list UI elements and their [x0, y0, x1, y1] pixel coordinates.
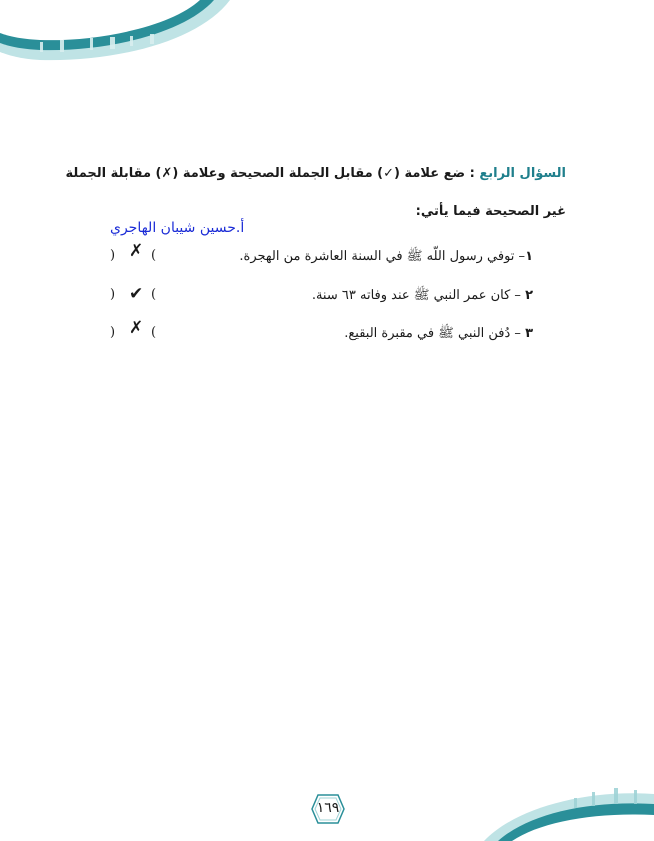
- cross-mark-icon: ✗: [129, 318, 144, 338]
- author-name: أ.حسين شيبان الهاجري: [110, 220, 245, 236]
- bottom-right-decoration: [484, 784, 654, 841]
- page-number-badge: [306, 792, 350, 826]
- paren-close: ): [110, 325, 116, 340]
- answer-box: [105, 318, 163, 347]
- list-item: [105, 284, 533, 309]
- page-number: ١٦٩: [316, 800, 340, 816]
- item-statement: [344, 325, 533, 344]
- item-number: ١: [525, 249, 533, 264]
- top-left-decoration: [0, 0, 230, 62]
- item-number: ٣: [525, 326, 533, 341]
- answer-box: [105, 241, 163, 270]
- question-separator: :: [465, 166, 480, 181]
- paren-open: (: [151, 325, 157, 340]
- cross-mark-icon: ✗: [129, 241, 144, 261]
- check-mark-icon: ✔: [129, 284, 144, 304]
- item-statement: [312, 287, 533, 306]
- answer-box: [105, 284, 163, 309]
- paren-open: (: [151, 287, 157, 302]
- question-instruction: ضع علامة (✓) مقابل الجملة الصحيحة وعلامة (✗) مقابلة الجملة: [65, 166, 466, 181]
- item-text: – دُفن النبي ﷺ في مقبرة البقيع.: [344, 326, 526, 341]
- paren-close: ): [110, 248, 116, 263]
- paren-close: ): [110, 287, 116, 302]
- question-line-1: [66, 166, 567, 181]
- paren-open: (: [151, 248, 157, 263]
- list-item: [105, 318, 533, 347]
- item-text: – كان عمر النبي ﷺ عند وفاته ٦٣ سنة.: [311, 288, 526, 303]
- item-statement: [239, 248, 533, 267]
- item-text: – توفي رسول اللّه ﷺ في السنة العاشرة من الهجرة.: [239, 249, 526, 264]
- list-item: [105, 241, 533, 270]
- item-number: ٢: [525, 288, 533, 303]
- question-label: السؤال الرابع: [479, 166, 566, 181]
- question-line-2: غير الصحيحة فيما يأتي:: [415, 204, 566, 219]
